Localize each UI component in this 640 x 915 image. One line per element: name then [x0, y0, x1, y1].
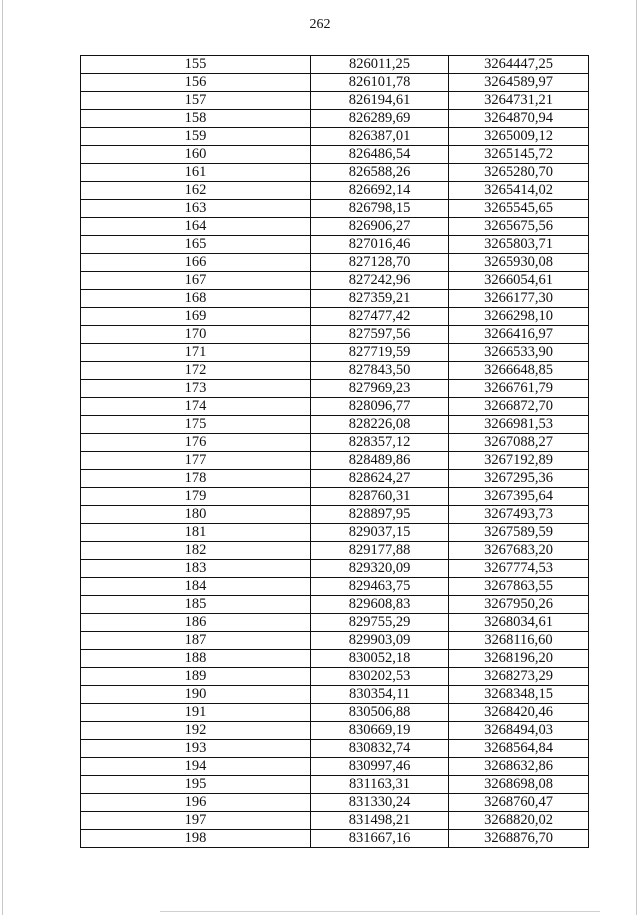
- y-coordinate-cell: 3266416,97: [449, 326, 589, 344]
- table-row: [81, 164, 589, 182]
- table-row: [81, 362, 589, 380]
- point-number-cell: 160: [81, 146, 311, 164]
- point-number-cell: 186: [81, 614, 311, 632]
- table-row: [81, 542, 589, 560]
- point-number-cell: 171: [81, 344, 311, 362]
- y-coordinate-cell: 3267192,89: [449, 452, 589, 470]
- x-coordinate-cell: 828897,95: [311, 506, 449, 524]
- y-coordinate-cell: 3266298,10: [449, 308, 589, 326]
- point-number-cell: 177: [81, 452, 311, 470]
- y-coordinate-cell: 3266872,70: [449, 398, 589, 416]
- x-coordinate-cell: 830506,88: [311, 704, 449, 722]
- y-coordinate-cell: 3267088,27: [449, 434, 589, 452]
- point-number-cell: 188: [81, 650, 311, 668]
- point-number-cell: 161: [81, 164, 311, 182]
- x-coordinate-cell: 829755,29: [311, 614, 449, 632]
- x-coordinate-cell: 826101,78: [311, 74, 449, 92]
- point-number-cell: 192: [81, 722, 311, 740]
- x-coordinate-cell: 829177,88: [311, 542, 449, 560]
- table-row: [81, 146, 589, 164]
- y-coordinate-cell: 3265145,72: [449, 146, 589, 164]
- y-coordinate-cell: 3268632,86: [449, 758, 589, 776]
- y-coordinate-cell: 3268034,61: [449, 614, 589, 632]
- table-row: [81, 344, 589, 362]
- y-coordinate-cell: 3267950,26: [449, 596, 589, 614]
- x-coordinate-cell: 831163,31: [311, 776, 449, 794]
- point-number-cell: 173: [81, 380, 311, 398]
- x-coordinate-cell: 828760,31: [311, 488, 449, 506]
- x-coordinate-cell: 830669,19: [311, 722, 449, 740]
- x-coordinate-cell: 826194,61: [311, 92, 449, 110]
- x-coordinate-cell: 827016,46: [311, 236, 449, 254]
- y-coordinate-cell: 3265545,65: [449, 200, 589, 218]
- y-coordinate-cell: 3268564,84: [449, 740, 589, 758]
- x-coordinate-cell: 830202,53: [311, 668, 449, 686]
- x-coordinate-cell: 827719,59: [311, 344, 449, 362]
- y-coordinate-cell: 3267863,55: [449, 578, 589, 596]
- x-coordinate-cell: 826289,69: [311, 110, 449, 128]
- x-coordinate-cell: 826906,27: [311, 218, 449, 236]
- point-number-cell: 163: [81, 200, 311, 218]
- table-row: [81, 758, 589, 776]
- y-coordinate-cell: 3268760,47: [449, 794, 589, 812]
- table-row: [81, 236, 589, 254]
- table-row: [81, 380, 589, 398]
- point-number-cell: 198: [81, 830, 311, 848]
- coordinates-table-body: [81, 56, 589, 848]
- point-number-cell: 166: [81, 254, 311, 272]
- x-coordinate-cell: 830354,11: [311, 686, 449, 704]
- x-coordinate-cell: 830832,74: [311, 740, 449, 758]
- x-coordinate-cell: 830052,18: [311, 650, 449, 668]
- x-coordinate-cell: 829903,09: [311, 632, 449, 650]
- y-coordinate-cell: 3268494,03: [449, 722, 589, 740]
- x-coordinate-cell: 830997,46: [311, 758, 449, 776]
- point-number-cell: 158: [81, 110, 311, 128]
- table-row: [81, 110, 589, 128]
- y-coordinate-cell: 3268196,20: [449, 650, 589, 668]
- table-row: [81, 326, 589, 344]
- coordinates-table: [80, 55, 589, 848]
- table-row: [81, 182, 589, 200]
- y-coordinate-cell: 3268116,60: [449, 632, 589, 650]
- point-number-cell: 187: [81, 632, 311, 650]
- page-edge-right: [636, 0, 637, 915]
- point-number-cell: 167: [81, 272, 311, 290]
- x-coordinate-cell: 826692,14: [311, 182, 449, 200]
- x-coordinate-cell: 827597,56: [311, 326, 449, 344]
- y-coordinate-cell: 3267295,36: [449, 470, 589, 488]
- table-row: [81, 632, 589, 650]
- y-coordinate-cell: 3268348,15: [449, 686, 589, 704]
- y-coordinate-cell: 3265280,70: [449, 164, 589, 182]
- table-row: [81, 218, 589, 236]
- point-number-cell: 181: [81, 524, 311, 542]
- point-number-cell: 159: [81, 128, 311, 146]
- x-coordinate-cell: 826011,25: [311, 56, 449, 74]
- x-coordinate-cell: 827477,42: [311, 308, 449, 326]
- y-coordinate-cell: 3267493,73: [449, 506, 589, 524]
- table-row: [81, 740, 589, 758]
- y-coordinate-cell: 3266761,79: [449, 380, 589, 398]
- table-row: [81, 830, 589, 848]
- page-edge-left: [2, 0, 3, 915]
- x-coordinate-cell: 826486,54: [311, 146, 449, 164]
- y-coordinate-cell: 3267683,20: [449, 542, 589, 560]
- point-number-cell: 194: [81, 758, 311, 776]
- point-number-cell: 172: [81, 362, 311, 380]
- point-number-cell: 170: [81, 326, 311, 344]
- y-coordinate-cell: 3264731,21: [449, 92, 589, 110]
- point-number-cell: 169: [81, 308, 311, 326]
- point-number-cell: 197: [81, 812, 311, 830]
- point-number-cell: 185: [81, 596, 311, 614]
- table-row: [81, 416, 589, 434]
- table-row: [81, 56, 589, 74]
- table-row: [81, 722, 589, 740]
- x-coordinate-cell: 831498,21: [311, 812, 449, 830]
- point-number-cell: 176: [81, 434, 311, 452]
- y-coordinate-cell: 3266533,90: [449, 344, 589, 362]
- table-row: [81, 128, 589, 146]
- table-row: [81, 704, 589, 722]
- table-row: [81, 776, 589, 794]
- table-row: [81, 614, 589, 632]
- table-row: [81, 578, 589, 596]
- table-row: [81, 200, 589, 218]
- table-row: [81, 74, 589, 92]
- table-row: [81, 398, 589, 416]
- x-coordinate-cell: 826798,15: [311, 200, 449, 218]
- x-coordinate-cell: 829320,09: [311, 560, 449, 578]
- point-number-cell: 191: [81, 704, 311, 722]
- point-number-cell: 157: [81, 92, 311, 110]
- x-coordinate-cell: 828624,27: [311, 470, 449, 488]
- table-row: [81, 434, 589, 452]
- table-row: [81, 524, 589, 542]
- x-coordinate-cell: 828357,12: [311, 434, 449, 452]
- y-coordinate-cell: 3266648,85: [449, 362, 589, 380]
- page-edge-bottom: [160, 911, 600, 912]
- y-coordinate-cell: 3268273,29: [449, 668, 589, 686]
- point-number-cell: 155: [81, 56, 311, 74]
- point-number-cell: 179: [81, 488, 311, 506]
- y-coordinate-cell: 3268698,08: [449, 776, 589, 794]
- y-coordinate-cell: 3264447,25: [449, 56, 589, 74]
- table-row: [81, 254, 589, 272]
- y-coordinate-cell: 3264870,94: [449, 110, 589, 128]
- x-coordinate-cell: 828489,86: [311, 452, 449, 470]
- point-number-cell: 189: [81, 668, 311, 686]
- table-row: [81, 596, 589, 614]
- point-number-cell: 174: [81, 398, 311, 416]
- table-row: [81, 506, 589, 524]
- point-number-cell: 182: [81, 542, 311, 560]
- table-row: [81, 812, 589, 830]
- point-number-cell: 156: [81, 74, 311, 92]
- x-coordinate-cell: 827969,23: [311, 380, 449, 398]
- y-coordinate-cell: 3268420,46: [449, 704, 589, 722]
- table-row: [81, 470, 589, 488]
- x-coordinate-cell: 831667,16: [311, 830, 449, 848]
- point-number-cell: 164: [81, 218, 311, 236]
- y-coordinate-cell: 3266177,30: [449, 290, 589, 308]
- point-number-cell: 168: [81, 290, 311, 308]
- table-row: [81, 308, 589, 326]
- x-coordinate-cell: 828226,08: [311, 416, 449, 434]
- point-number-cell: 178: [81, 470, 311, 488]
- x-coordinate-cell: 827359,21: [311, 290, 449, 308]
- point-number-cell: 183: [81, 560, 311, 578]
- table-row: [81, 668, 589, 686]
- x-coordinate-cell: 826387,01: [311, 128, 449, 146]
- point-number-cell: 180: [81, 506, 311, 524]
- page-number: 262: [309, 17, 331, 32]
- point-number-cell: 193: [81, 740, 311, 758]
- point-number-cell: 196: [81, 794, 311, 812]
- x-coordinate-cell: 827242,96: [311, 272, 449, 290]
- y-coordinate-cell: 3264589,97: [449, 74, 589, 92]
- x-coordinate-cell: 827128,70: [311, 254, 449, 272]
- point-number-cell: 165: [81, 236, 311, 254]
- y-coordinate-cell: 3267774,53: [449, 560, 589, 578]
- x-coordinate-cell: 829037,15: [311, 524, 449, 542]
- x-coordinate-cell: 829463,75: [311, 578, 449, 596]
- x-coordinate-cell: 829608,83: [311, 596, 449, 614]
- table-row: [81, 794, 589, 812]
- y-coordinate-cell: 3266054,61: [449, 272, 589, 290]
- y-coordinate-cell: 3267589,59: [449, 524, 589, 542]
- point-number-cell: 190: [81, 686, 311, 704]
- x-coordinate-cell: 827843,50: [311, 362, 449, 380]
- y-coordinate-cell: 3268820,02: [449, 812, 589, 830]
- x-coordinate-cell: 826588,26: [311, 164, 449, 182]
- y-coordinate-cell: 3265930,08: [449, 254, 589, 272]
- y-coordinate-cell: 3265803,71: [449, 236, 589, 254]
- table-row: [81, 650, 589, 668]
- table-row: [81, 488, 589, 506]
- table-row: [81, 92, 589, 110]
- point-number-cell: 162: [81, 182, 311, 200]
- x-coordinate-cell: 831330,24: [311, 794, 449, 812]
- y-coordinate-cell: 3265009,12: [449, 128, 589, 146]
- table-row: [81, 272, 589, 290]
- point-number-cell: 195: [81, 776, 311, 794]
- table-row: [81, 290, 589, 308]
- point-number-cell: 184: [81, 578, 311, 596]
- table-row: [81, 452, 589, 470]
- y-coordinate-cell: 3267395,64: [449, 488, 589, 506]
- y-coordinate-cell: 3265414,02: [449, 182, 589, 200]
- y-coordinate-cell: 3268876,70: [449, 830, 589, 848]
- y-coordinate-cell: 3266981,53: [449, 416, 589, 434]
- x-coordinate-cell: 828096,77: [311, 398, 449, 416]
- table-row: [81, 686, 589, 704]
- point-number-cell: 175: [81, 416, 311, 434]
- y-coordinate-cell: 3265675,56: [449, 218, 589, 236]
- table-row: [81, 560, 589, 578]
